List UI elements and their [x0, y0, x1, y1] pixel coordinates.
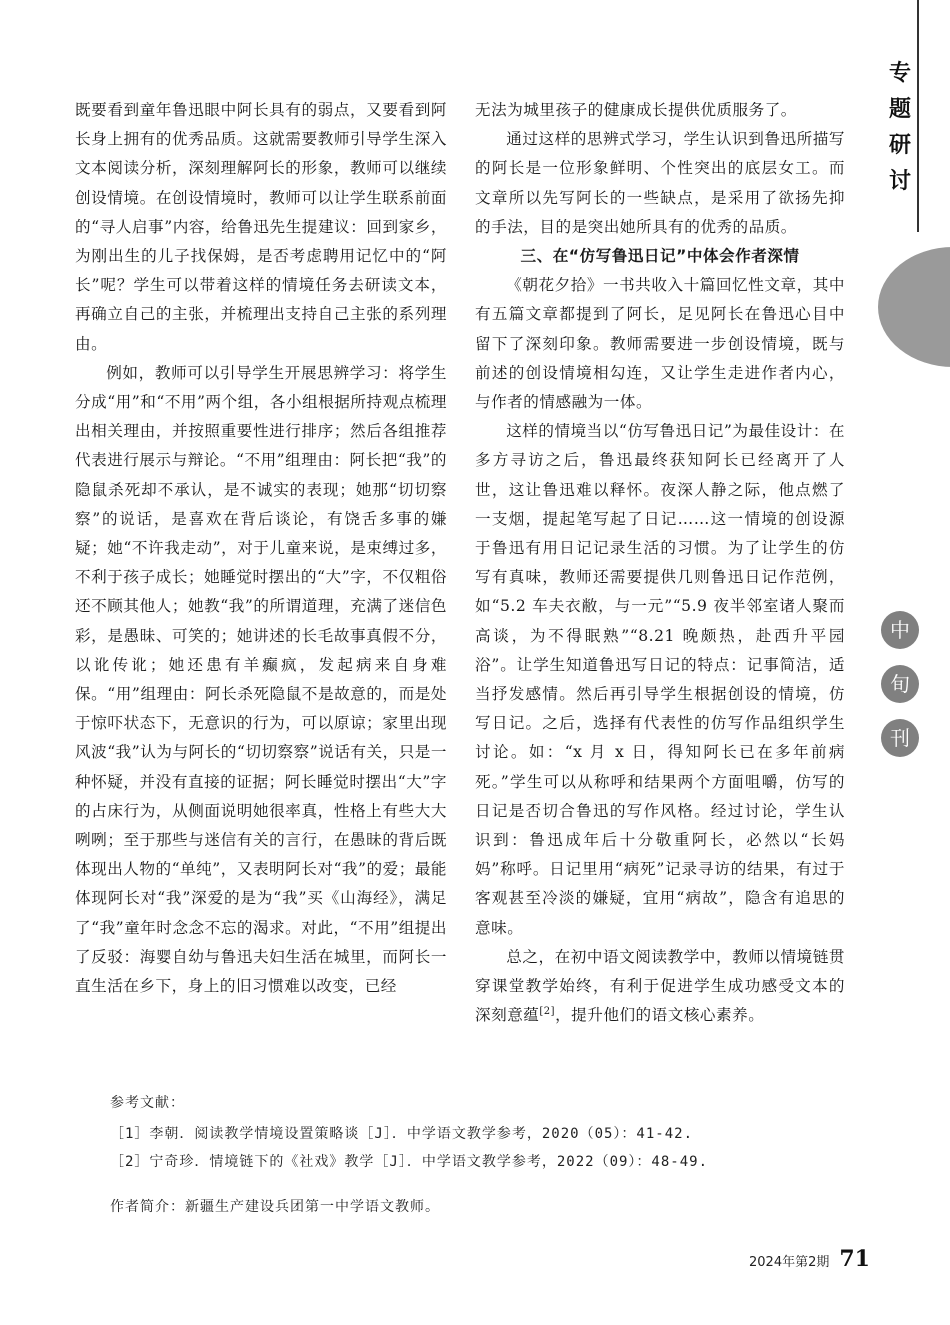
- left-column: [75, 96, 447, 1001]
- section-tag-char: 研: [888, 133, 911, 158]
- reference-item: ［2］宁奇珍．情境链下的《社戏》教学［J］．中学语文教学参考，2022（09）：48-49.: [110, 1154, 708, 1170]
- paragraph: [475, 943, 845, 1031]
- reference-item: ［1］李朝．阅读教学情境设置策略谈［J］．中学语文教学参考，2020（05）：41-42.: [110, 1126, 694, 1142]
- paragraph: 例如，教师可以引导学生开展思辨学习：将学生分成“用”和“不用”两个组，各小组根据所持观点梳理出相关理由，并按照重要性进行排序；然后各组推荐代表进行展示与辩论。“不用”组理由：阿长把“我”的隐鼠杀死却不承认，是不诚实的表现；她那“切切察察”的说话，是喜欢在背后谈论，有饶舌多事的嫌疑；她“不许我走动”，对于儿童来说，是束缚过多，不利于孩子成长；她睡觉时摆出的“大”字，不仅粗俗还不顾其他人；她教“我”的所谓道理，充满了迷信色彩，是愚昧、可笑的；她讲述的长毛故事真假不分，以讹传讹；她还患有羊癫疯，发起病来自身难保。“用”组理由：阿长杀死隐鼠不是故意的，而是处于惊吓状态下，无意识的行为，可以原谅；家里出现风波“我”认为与阿长的“切切察察”说话有关，只是一种怀疑，并没有直接的证据；阿长睡觉时摆出“大”字的占床行为，从侧面说明她很率真，性格上有些大大咧咧；至于那些与迷信有关的言行，在愚昧的背后既体现出人物的“单纯”，又表明阿长对“我”的爱；最能体现阿长对“我”深爱的是为“我”买《山海经》，满足了“我”童年时念念不忘的渴求。对此，“不用”组提出了反驳：海婴自幼与鲁迅夫妇生活在城里，而阿长一直生活在乡下，身上的旧习惯难以改变，已经: [75, 363, 447, 996]
- paragraph-text: 总之，在初中语文阅读教学中，教师以情境链贯穿课堂教学始终，有利于促进学生成功感受文本的深刻意蕴: [475, 947, 845, 1025]
- magazine-badge: 中: [881, 611, 919, 649]
- section-heading: 三、在“仿写鲁迅日记”中体会作者深情: [520, 247, 800, 266]
- author-note: 作者简介：新疆生产建设兵团第一中学语文教师。: [110, 1199, 440, 1215]
- citation-marker[interactable]: [2]: [539, 1006, 556, 1018]
- paragraph: 这样的情境当以“仿写鲁迅日记”为最佳设计：在多方寻访之后，鲁迅最终获知阿长已经离开了人世，这让鲁迅难以释怀。夜深人静之际，他点燃了一支烟，提起笔写起了日记……这一情境的创设源于鲁迅有用日记记录生活的习惯。为了让学生的仿写有真味，教师还需要提供几则鲁迅日记作范例，如“5.2 车夫衣敝，与一元”“5.9 夜半邻室诸人聚而高谈，为不得眠熟”“8.21 晚颇热，赴西升平园浴”。让学生知道鲁迅写日记的特点：记事简洁，适当抒发感情。然后再引导学生根据创设的情境，仿写日记。之后，选择有代表性的仿写作品组织学生讨论。如：“x 月 x 日，得知阿长已在多年前病死。”学生可以从称呼和结果两个方面咀嚼，仿写的日记是否切合鲁迅的写作风格。经过讨论，学生认识到：鲁迅成年后十分敬重阿长，必然以“长妈妈”称呼。日记里用“病死”记录寻访的结果，有过于客观甚至冷淡的嫌疑，宜用“病故”，隐含有追思的意味。: [475, 422, 846, 937]
- rail-divider: [917, 0, 919, 232]
- paragraph: 通过这样的思辨式学习，学生认识到鲁迅所描写的阿长是一位形象鲜明、个性突出的底层女工。而文章所以先写阿长的一些缺点，是采用了欲扬先抑的手法，目的是突出她所具有的优秀的品质。: [475, 130, 845, 236]
- issue-label: 2024年第2期: [749, 1255, 830, 1270]
- magazine-badge: 旬: [881, 665, 919, 703]
- magazine-badge: 刊: [881, 719, 919, 757]
- section-tag: [883, 56, 917, 200]
- paragraph: 《朝花夕拾》一书共收入十篇回忆性文章，其中有五篇文章都提到了阿长，足见阿长在鲁迅心目中留下了深刻印象。教师需要进一步创设情境，既与前述的创设情境相勾连，又让学生走进作者内心，与作者的情感融为一体。: [475, 276, 845, 412]
- section-tag-char: 讨: [888, 169, 911, 194]
- page-number: 71: [839, 1246, 870, 1272]
- decorative-circle: [878, 247, 950, 367]
- paragraph-text: ，提升他们的语文核心素养。: [555, 1006, 765, 1025]
- page-footer: [749, 1246, 870, 1272]
- paragraph: 既要看到童年鲁迅眼中阿长具有的弱点，又要看到阿长身上拥有的优秀品质。这就需要教师引导学生深入文本阅读分析，深刻理解阿长的形象，教师可以继续创设情境。在创设情境时，教师可以让学生联系前面的“寻人启事”内容，给鲁迅先生提建议：回到家乡，为刚出生的儿子找保姆，是否考虑聘用记忆中的“阿长”呢？学生可以带着这样的情境任务去研读文本，再确立自己的主张，并梳理出支持自己主张的系列理由。: [75, 101, 447, 353]
- section-tag-char: 专: [888, 61, 911, 86]
- section-tag-char: 题: [888, 97, 911, 122]
- references: [110, 1089, 870, 1176]
- right-column: [475, 96, 845, 1031]
- paragraph-continuation: 无法为城里孩子的健康成长提供优质服务了。: [475, 101, 797, 119]
- references-heading: 参考文献：: [110, 1095, 185, 1111]
